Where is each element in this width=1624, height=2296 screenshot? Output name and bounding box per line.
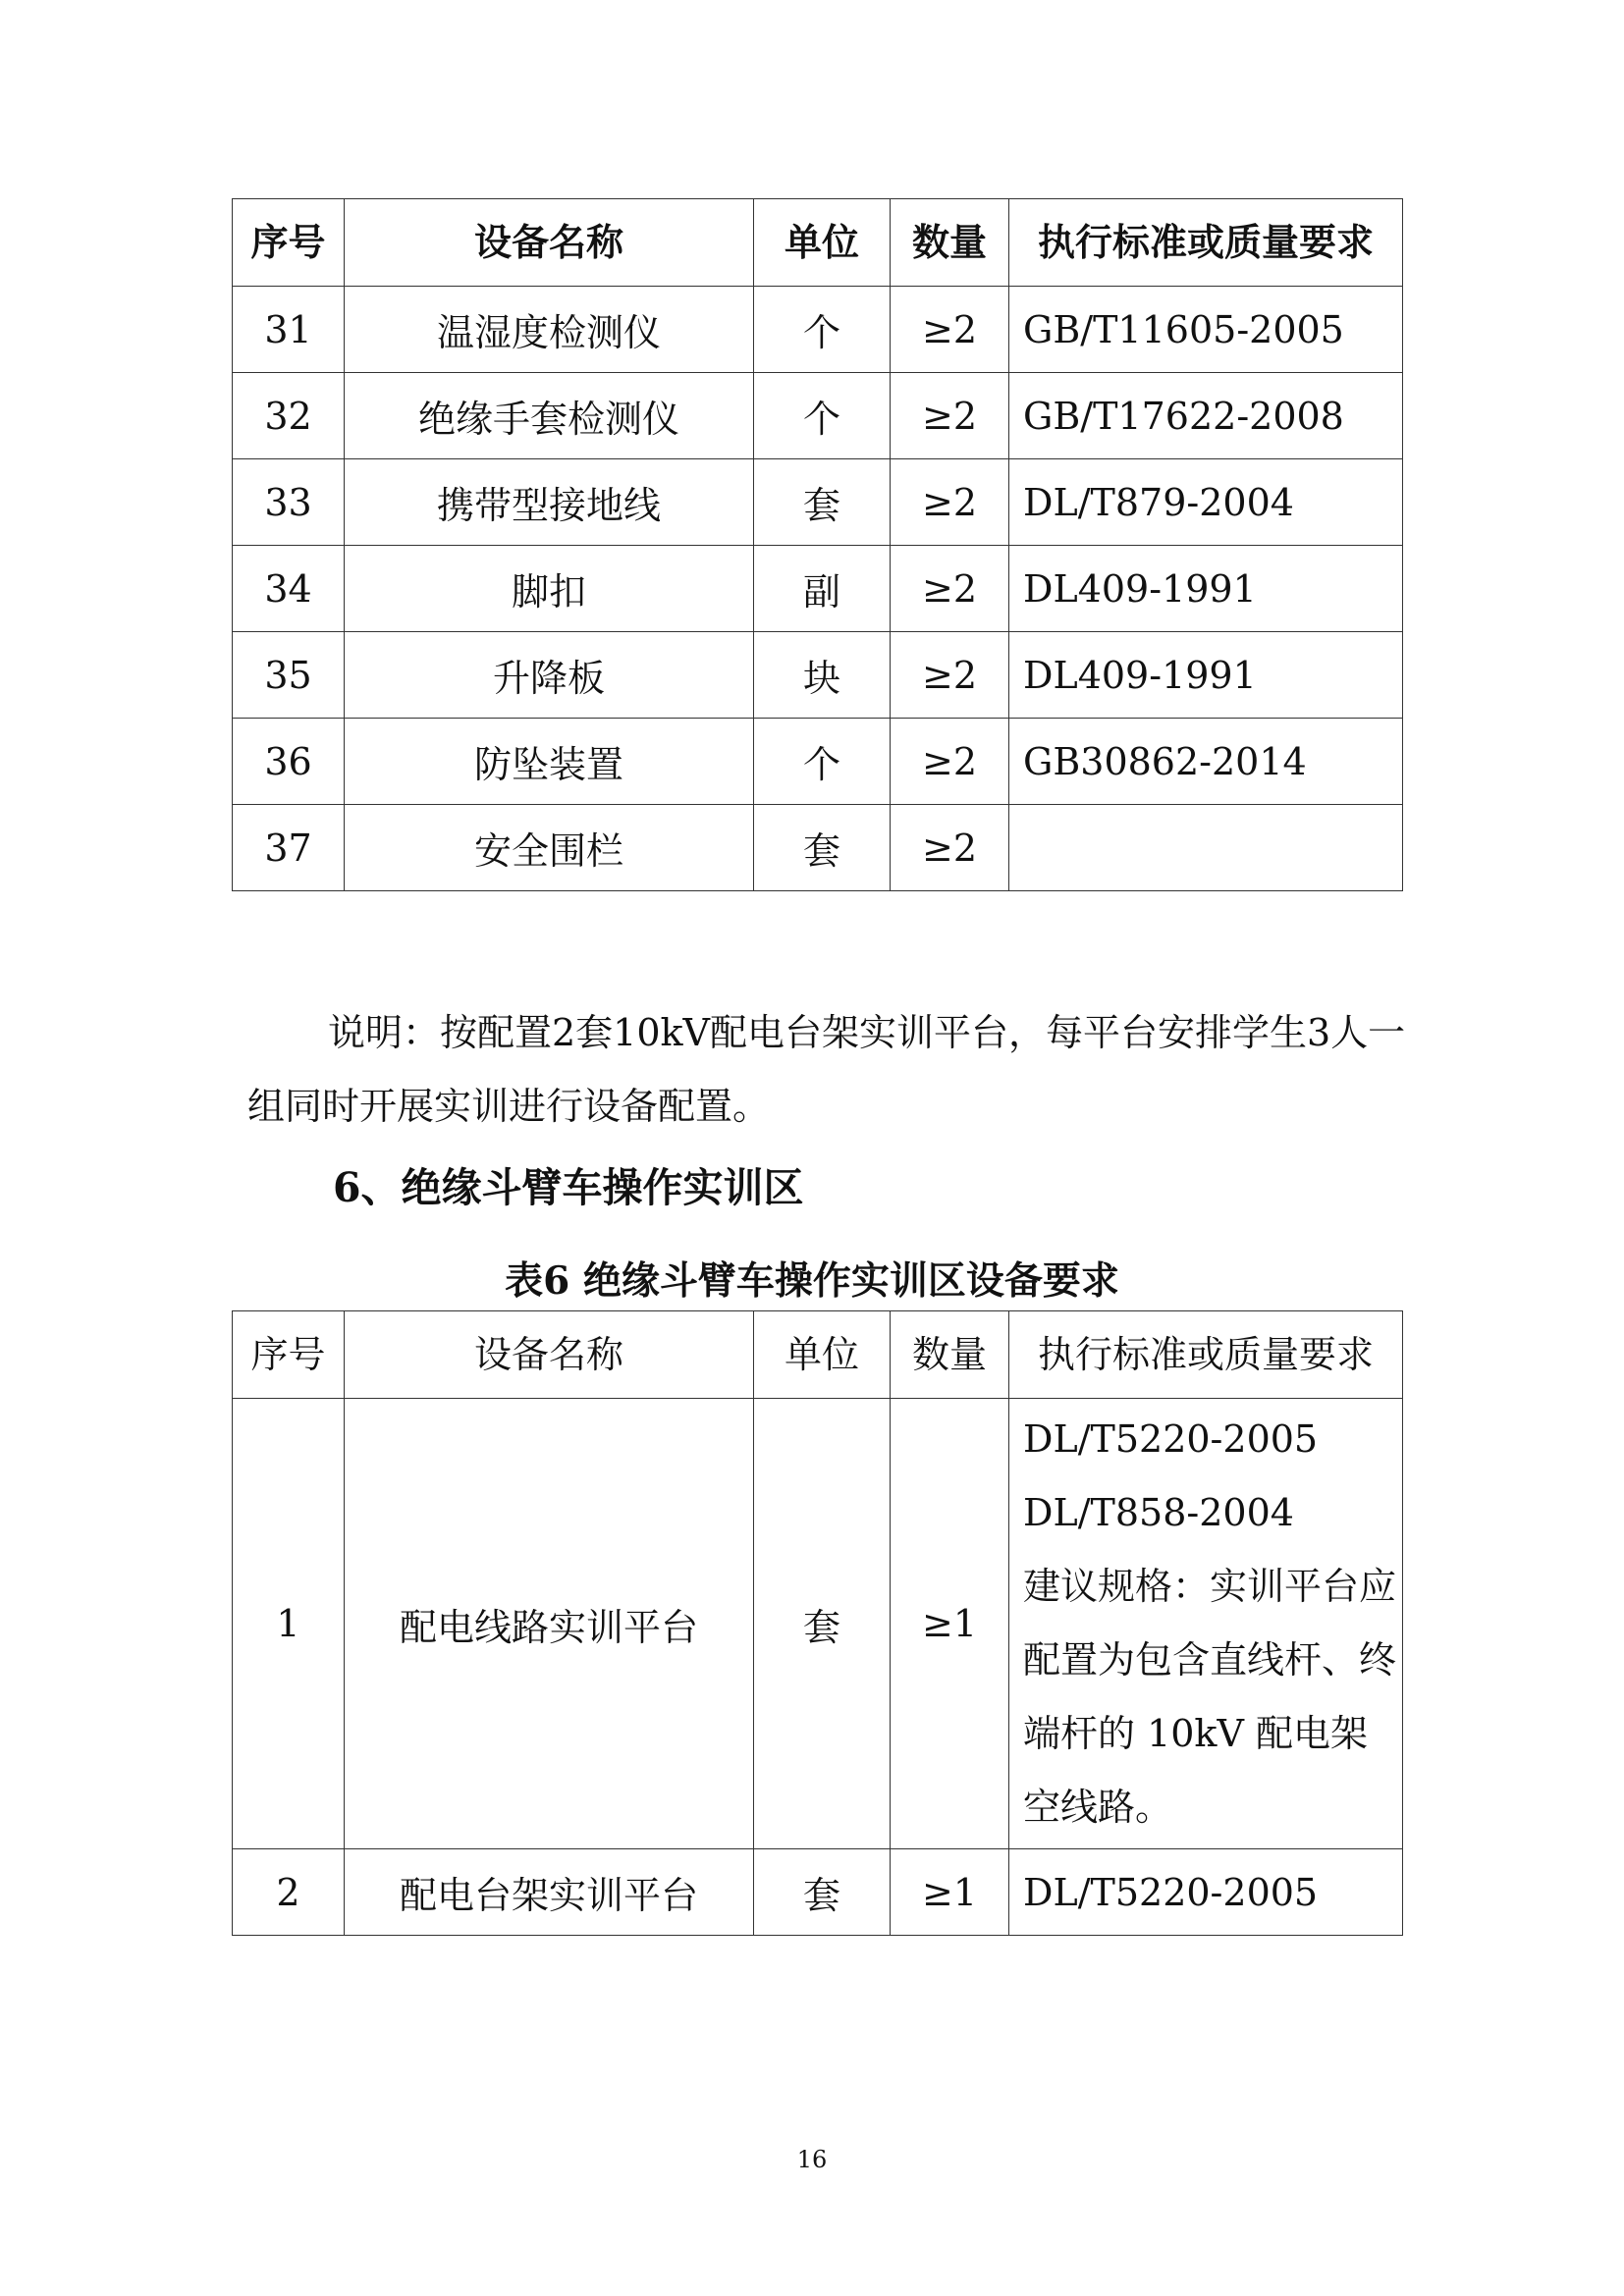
page-number: 16: [796, 2146, 828, 2173]
table-row: [233, 805, 1403, 891]
cell-qty: ≥2: [891, 546, 1009, 632]
cell-standard: GB/T17622-2008: [1009, 373, 1403, 459]
cell-unit: 副: [754, 546, 891, 632]
header-no: 序号: [233, 199, 345, 287]
cell-name: 升降板: [345, 632, 754, 719]
cell-unit: 个: [754, 373, 891, 459]
header-standard: 执行标准或质量要求: [1009, 1311, 1403, 1399]
cell-qty: ≥2: [891, 287, 1009, 373]
table-row: [233, 1849, 1403, 1936]
cell-qty: ≥2: [891, 373, 1009, 459]
cell-unit: 套: [754, 805, 891, 891]
cell-no: 35: [233, 632, 345, 719]
cell-name: 绝缘手套检测仪: [345, 373, 754, 459]
cell-no: 31: [233, 287, 345, 373]
header-qty: 数量: [891, 199, 1009, 287]
table-header-row: [233, 1311, 1403, 1399]
table-row: [233, 632, 1403, 719]
cell-qty: ≥2: [891, 632, 1009, 719]
cell-unit: 个: [754, 287, 891, 373]
cell-qty: ≥1: [891, 1399, 1009, 1849]
cell-no: 1: [233, 1399, 345, 1849]
header-qty: 数量: [891, 1311, 1009, 1399]
cell-qty: ≥2: [891, 805, 1009, 891]
note-paragraph: 说明：按配置2套10kV配电台架实训平台，每平台安排学生3人一组同时开展实训进行设备配置。: [247, 1011, 1406, 1128]
cell-unit: 套: [754, 459, 891, 546]
header-no: 序号: [233, 1311, 345, 1399]
cell-no: 33: [233, 459, 345, 546]
cell-no: 2: [233, 1849, 345, 1936]
cell-name: 温湿度检测仪: [345, 287, 754, 373]
equipment-table-continued: [232, 198, 1403, 891]
table-row: [233, 546, 1403, 632]
header-standard: 执行标准或质量要求: [1009, 199, 1403, 287]
cell-qty: ≥2: [891, 459, 1009, 546]
cell-standard: DL/T5220-2005 DL/T858-2004 建议规格：实训平台应配置为包含直线杆、终端杆的 10kV 配电架空线路。: [1009, 1399, 1403, 1849]
table-header-row: [233, 199, 1403, 287]
section-heading: 6、绝缘斗臂车操作实训区: [333, 1164, 804, 1211]
cell-standard: [1009, 805, 1403, 891]
cell-qty: ≥1: [891, 1849, 1009, 1936]
cell-qty: ≥2: [891, 719, 1009, 805]
table-row: [233, 373, 1403, 459]
cell-standard: DL/T879-2004: [1009, 459, 1403, 546]
cell-unit: 个: [754, 719, 891, 805]
cell-name: 脚扣: [345, 546, 754, 632]
cell-no: 34: [233, 546, 345, 632]
table-row: [233, 719, 1403, 805]
cell-unit: 套: [754, 1399, 891, 1849]
table-row: [233, 459, 1403, 546]
cell-name: 携带型接地线: [345, 459, 754, 546]
header-unit: 单位: [754, 199, 891, 287]
cell-name: 安全围栏: [345, 805, 754, 891]
cell-no: 36: [233, 719, 345, 805]
header-name: 设备名称: [345, 1311, 754, 1399]
cell-name: 配电台架实训平台: [345, 1849, 754, 1936]
cell-standard: DL409-1991: [1009, 546, 1403, 632]
cell-name: 防坠装置: [345, 719, 754, 805]
header-unit: 单位: [754, 1311, 891, 1399]
cell-standard: DL409-1991: [1009, 632, 1403, 719]
table-row: [233, 287, 1403, 373]
cell-standard: DL/T5220-2005: [1009, 1849, 1403, 1936]
cell-standard: GB/T11605-2005: [1009, 287, 1403, 373]
cell-standard: GB30862-2014: [1009, 719, 1403, 805]
cell-unit: 套: [754, 1849, 891, 1936]
table-row: [233, 1399, 1403, 1849]
cell-no: 37: [233, 805, 345, 891]
cell-unit: 块: [754, 632, 891, 719]
bucket-truck-equipment-table: [232, 1310, 1403, 1936]
cell-no: 32: [233, 373, 345, 459]
table-caption: 表6 绝缘斗臂车操作实训区设备要求: [505, 1258, 1119, 1304]
header-name: 设备名称: [345, 199, 754, 287]
cell-name: 配电线路实训平台: [345, 1399, 754, 1849]
